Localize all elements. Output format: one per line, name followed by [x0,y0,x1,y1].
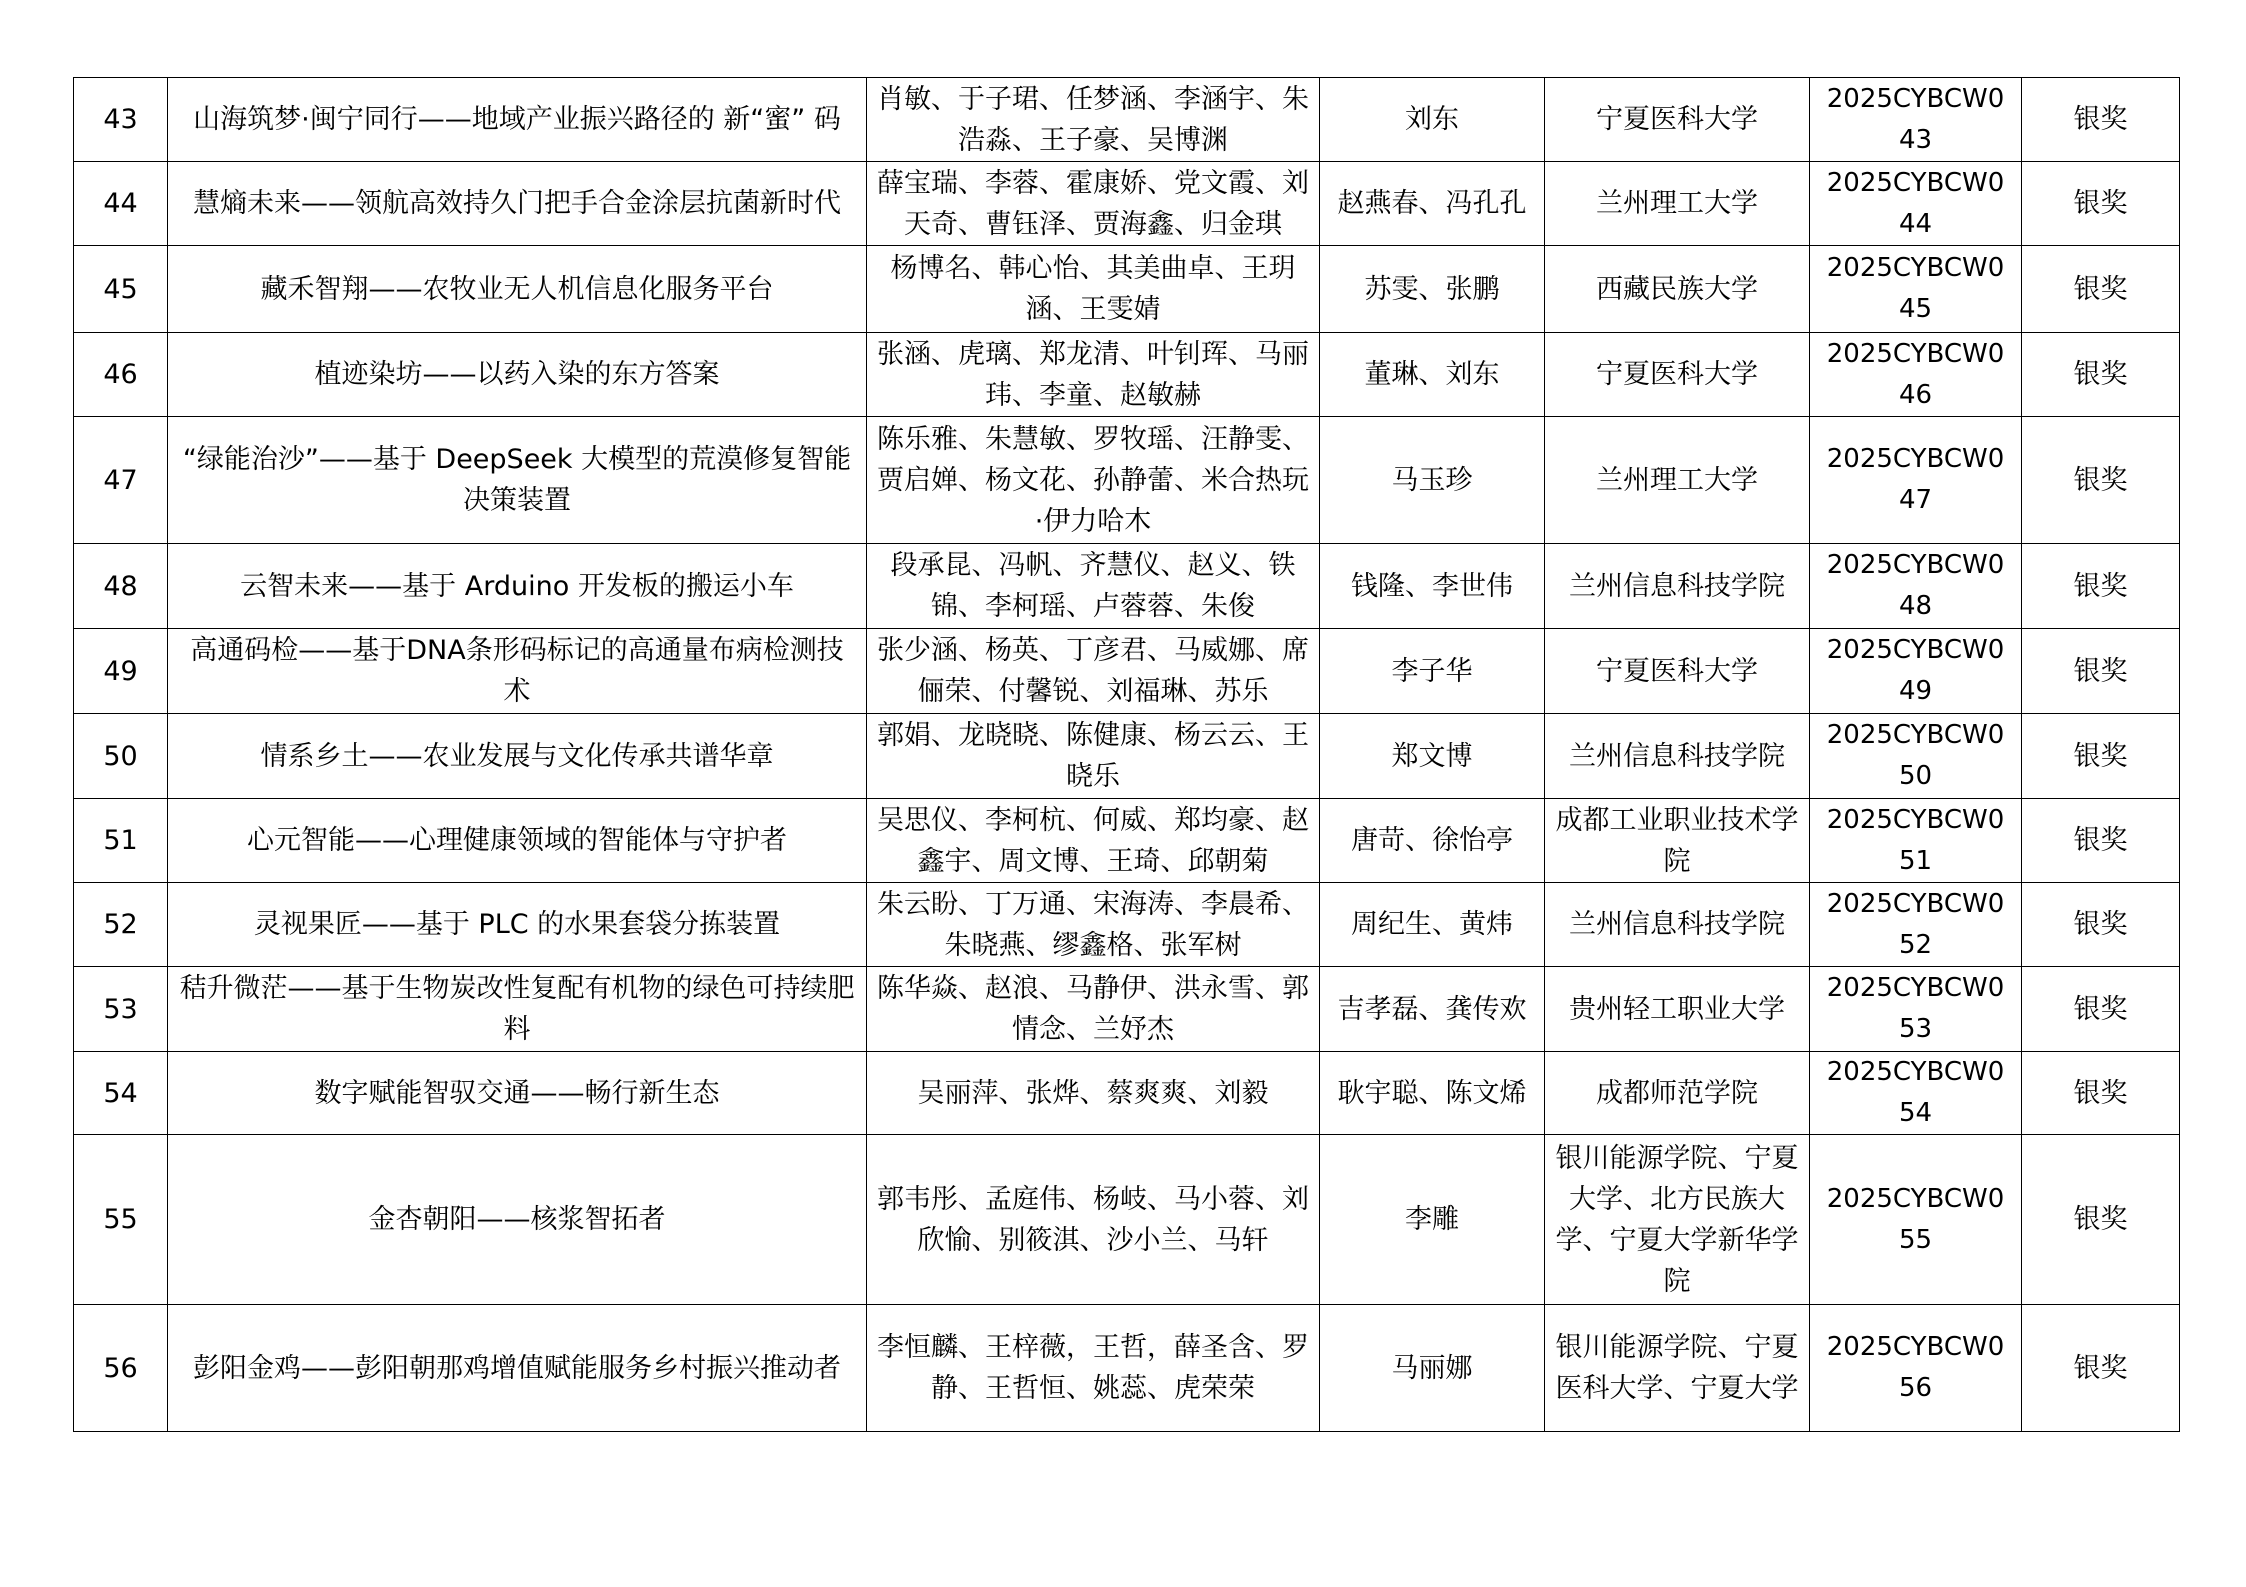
project-code-cell: 2025CYBCW044 [1810,162,2022,246]
project-code-cell: 2025CYBCW053 [1810,967,2022,1052]
advisor-cell: 苏雯、张鹏 [1320,246,1545,333]
team-members-cell: 吴丽萍、张烨、蔡爽爽、刘毅 [867,1052,1320,1135]
row-number-cell: 49 [74,629,168,714]
school-cell: 西藏民族大学 [1545,246,1810,333]
award-level-cell: 银奖 [2022,246,2180,333]
project-code-cell: 2025CYBCW046 [1810,333,2022,417]
team-members-cell: 李恒麟、王梓薇，王哲，薛圣含、罗静、王哲恒、姚蕊、虎荣荣 [867,1305,1320,1432]
row-number-cell: 54 [74,1052,168,1135]
table-row [74,333,2180,417]
advisor-cell: 马玉珍 [1320,417,1545,544]
project-title-cell: 植迹染坊——以药入染的东方答案 [168,333,867,417]
advisor-cell: 吉孝磊、龚传欢 [1320,967,1545,1052]
table-row [74,162,2180,246]
table-row [74,967,2180,1052]
award-level-cell: 银奖 [2022,883,2180,967]
row-number-cell: 47 [74,417,168,544]
table-row [74,883,2180,967]
project-code-cell: 2025CYBCW043 [1810,78,2022,162]
row-number-cell: 43 [74,78,168,162]
project-title-cell: 秸升微茫——基于生物炭改性复配有机物的绿色可持续肥料 [168,967,867,1052]
advisor-cell: 马丽娜 [1320,1305,1545,1432]
award-level-cell: 银奖 [2022,967,2180,1052]
advisor-cell: 钱隆、李世伟 [1320,544,1545,629]
advisor-cell: 郑文博 [1320,714,1545,799]
advisor-cell: 刘东 [1320,78,1545,162]
award-level-cell: 银奖 [2022,78,2180,162]
team-members-cell: 张少涵、杨英、丁彦君、马威娜、席俪荣、付馨锐、刘福琳、苏乐 [867,629,1320,714]
row-number-cell: 55 [74,1135,168,1305]
row-number-cell: 56 [74,1305,168,1432]
row-number-cell: 44 [74,162,168,246]
project-title-cell: 数字赋能智驭交通——畅行新生态 [168,1052,867,1135]
table-row [74,629,2180,714]
row-number-cell: 53 [74,967,168,1052]
project-title-cell: 慧熵未来——领航高效持久门把手合金涂层抗菌新时代 [168,162,867,246]
project-code-cell: 2025CYBCW050 [1810,714,2022,799]
team-members-cell: 郭娟、龙晓晓、陈健康、杨云云、王晓乐 [867,714,1320,799]
award-level-cell: 银奖 [2022,162,2180,246]
advisor-cell: 李子华 [1320,629,1545,714]
team-members-cell: 朱云盼、丁万通、宋海涛、李晨希、朱晓燕、缪鑫格、张军树 [867,883,1320,967]
award-level-cell: 银奖 [2022,333,2180,417]
award-level-cell: 银奖 [2022,714,2180,799]
school-cell: 兰州信息科技学院 [1545,714,1810,799]
team-members-cell: 段承昆、冯帆、齐慧仪、赵义、铁锦、李柯瑶、卢蓉蓉、朱俊 [867,544,1320,629]
project-code-cell: 2025CYBCW048 [1810,544,2022,629]
table-row [74,417,2180,544]
project-code-cell: 2025CYBCW047 [1810,417,2022,544]
school-cell: 兰州信息科技学院 [1545,544,1810,629]
school-cell: 宁夏医科大学 [1545,78,1810,162]
project-code-cell: 2025CYBCW045 [1810,246,2022,333]
advisor-cell: 唐苛、徐怡亭 [1320,799,1545,883]
award-level-cell: 银奖 [2022,544,2180,629]
table-body [74,78,2180,1432]
project-code-cell: 2025CYBCW056 [1810,1305,2022,1432]
project-title-cell: 彭阳金鸡——彭阳朝那鸡增值赋能服务乡村振兴推动者 [168,1305,867,1432]
advisor-cell: 李雕 [1320,1135,1545,1305]
team-members-cell: 肖敏、于子珺、任梦涵、李涵宇、朱浩淼、王子豪、吴博渊 [867,78,1320,162]
project-code-cell: 2025CYBCW049 [1810,629,2022,714]
team-members-cell: 薛宝瑞、李蓉、霍康娇、党文霞、刘天奇、曹钰泽、贾海鑫、归金琪 [867,162,1320,246]
project-title-cell: 金杏朝阳——核浆智拓者 [168,1135,867,1305]
advisor-cell: 赵燕春、冯孔孔 [1320,162,1545,246]
row-number-cell: 50 [74,714,168,799]
school-cell: 银川能源学院、宁夏大学、北方民族大学、宁夏大学新华学院 [1545,1135,1810,1305]
table-row [74,714,2180,799]
team-members-cell: 杨博名、韩心怡、其美曲卓、王玥涵、王雯婧 [867,246,1320,333]
award-level-cell: 银奖 [2022,629,2180,714]
project-title-cell: 山海筑梦·闽宁同行——地域产业振兴路径的 新“蜜” 码 [168,78,867,162]
school-cell: 兰州理工大学 [1545,417,1810,544]
project-title-cell: 高通码检——基于DNA条形码标记的高通量布病检测技术 [168,629,867,714]
project-title-cell: 灵视果匠——基于 PLC 的水果套袋分拣装置 [168,883,867,967]
awards-table [73,77,2180,1432]
school-cell: 成都师范学院 [1545,1052,1810,1135]
advisor-cell: 耿宇聪、陈文烯 [1320,1052,1545,1135]
row-number-cell: 45 [74,246,168,333]
school-cell: 宁夏医科大学 [1545,333,1810,417]
table-row [74,544,2180,629]
table-row [74,1052,2180,1135]
table-row [74,799,2180,883]
advisor-cell: 周纪生、黄炜 [1320,883,1545,967]
row-number-cell: 52 [74,883,168,967]
project-title-cell: 云智未来——基于 Arduino 开发板的搬运小车 [168,544,867,629]
advisor-cell: 董琳、刘东 [1320,333,1545,417]
team-members-cell: 陈乐雅、朱慧敏、罗牧瑶、汪静雯、贾启婵、杨文花、孙静蕾、米合热玩·伊力哈木 [867,417,1320,544]
award-level-cell: 银奖 [2022,1305,2180,1432]
project-title-cell: 情系乡土——农业发展与文化传承共谱华章 [168,714,867,799]
project-code-cell: 2025CYBCW055 [1810,1135,2022,1305]
school-cell: 成都工业职业技术学院 [1545,799,1810,883]
award-level-cell: 银奖 [2022,417,2180,544]
table-row [74,1135,2180,1305]
project-title-cell: “绿能治沙”——基于 DeepSeek 大模型的荒漠修复智能决策装置 [168,417,867,544]
school-cell: 兰州信息科技学院 [1545,883,1810,967]
table-row [74,1305,2180,1432]
team-members-cell: 吴思仪、李柯杭、何威、郑均豪、赵鑫宇、周文博、王琦、邱朝菊 [867,799,1320,883]
project-code-cell: 2025CYBCW054 [1810,1052,2022,1135]
row-number-cell: 46 [74,333,168,417]
project-code-cell: 2025CYBCW051 [1810,799,2022,883]
school-cell: 兰州理工大学 [1545,162,1810,246]
school-cell: 银川能源学院、宁夏医科大学、宁夏大学 [1545,1305,1810,1432]
team-members-cell: 郭韦彤、孟庭伟、杨岐、马小蓉、刘欣愉、别筱淇、沙小兰、马轩 [867,1135,1320,1305]
row-number-cell: 51 [74,799,168,883]
award-level-cell: 银奖 [2022,1052,2180,1135]
table-row [74,78,2180,162]
project-title-cell: 藏禾智翔——农牧业无人机信息化服务平台 [168,246,867,333]
team-members-cell: 张涵、虎璃、郑龙清、叶钊珲、马丽玮、李童、赵敏赫 [867,333,1320,417]
award-level-cell: 银奖 [2022,799,2180,883]
team-members-cell: 陈华焱、赵浪、马静伊、洪永雪、郭情念、兰妤杰 [867,967,1320,1052]
project-title-cell: 心元智能——心理健康领域的智能体与守护者 [168,799,867,883]
school-cell: 贵州轻工职业大学 [1545,967,1810,1052]
project-code-cell: 2025CYBCW052 [1810,883,2022,967]
row-number-cell: 48 [74,544,168,629]
table-row [74,246,2180,333]
award-level-cell: 银奖 [2022,1135,2180,1305]
school-cell: 宁夏医科大学 [1545,629,1810,714]
